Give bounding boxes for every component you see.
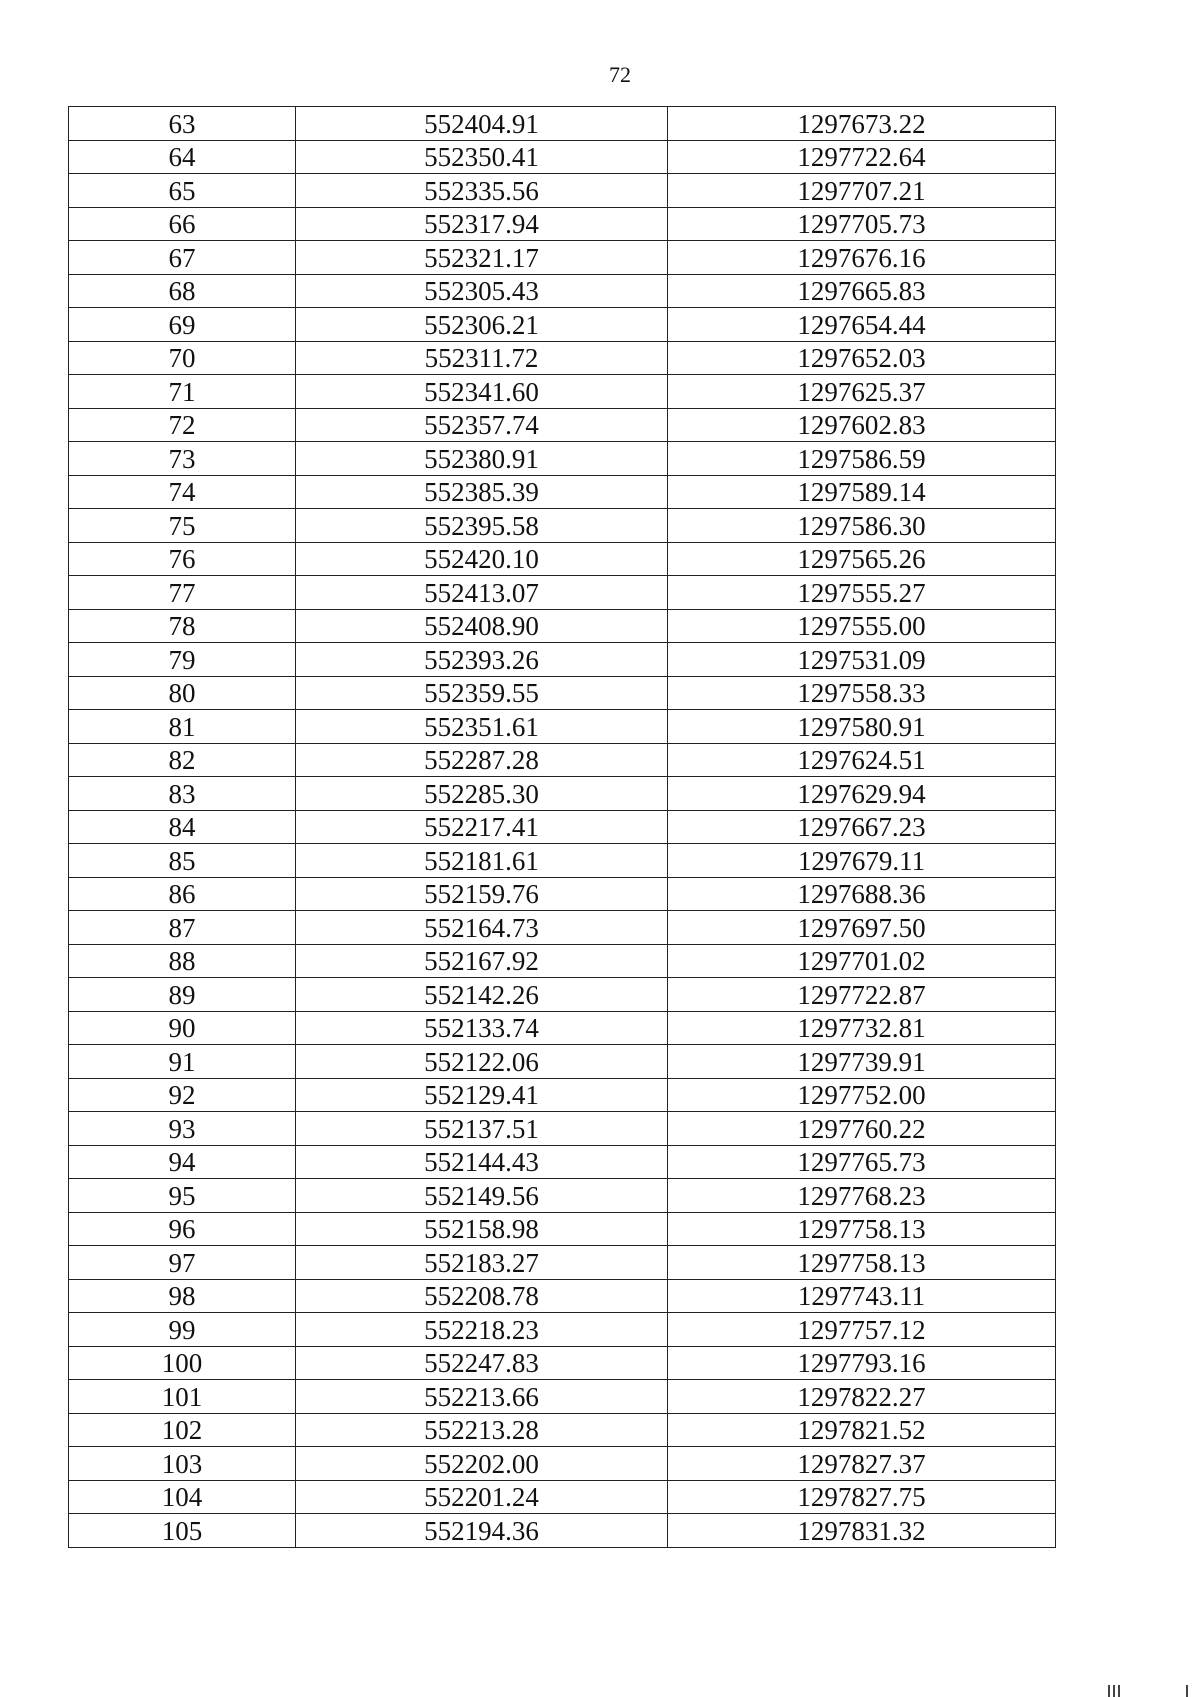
y-coordinate-cell: 1297625.37 bbox=[668, 375, 1056, 409]
y-coordinate-cell: 1297602.83 bbox=[668, 408, 1056, 442]
scan-mark bbox=[1108, 1685, 1110, 1697]
x-coordinate-cell: 552142.26 bbox=[296, 978, 668, 1012]
point-number-cell: 101 bbox=[69, 1380, 296, 1414]
point-number-cell: 84 bbox=[69, 810, 296, 844]
table-row bbox=[69, 174, 1056, 208]
x-coordinate-cell: 552395.58 bbox=[296, 509, 668, 543]
y-coordinate-cell: 1297589.14 bbox=[668, 475, 1056, 509]
point-number-cell: 75 bbox=[69, 509, 296, 543]
x-coordinate-cell: 552306.21 bbox=[296, 308, 668, 342]
table-row bbox=[69, 408, 1056, 442]
x-coordinate-cell: 552413.07 bbox=[296, 576, 668, 610]
point-number-cell: 68 bbox=[69, 274, 296, 308]
x-coordinate-cell: 552359.55 bbox=[296, 676, 668, 710]
table-row bbox=[69, 743, 1056, 777]
y-coordinate-cell: 1297705.73 bbox=[668, 207, 1056, 241]
table-row bbox=[69, 844, 1056, 878]
table-row bbox=[69, 576, 1056, 610]
point-number-cell: 65 bbox=[69, 174, 296, 208]
point-number-cell: 91 bbox=[69, 1045, 296, 1079]
x-coordinate-cell: 552357.74 bbox=[296, 408, 668, 442]
table-row bbox=[69, 1346, 1056, 1380]
x-coordinate-cell: 552285.30 bbox=[296, 777, 668, 811]
x-coordinate-cell: 552208.78 bbox=[296, 1279, 668, 1313]
x-coordinate-cell: 552385.39 bbox=[296, 475, 668, 509]
x-coordinate-cell: 552183.27 bbox=[296, 1246, 668, 1280]
point-number-cell: 70 bbox=[69, 341, 296, 375]
table-row bbox=[69, 1145, 1056, 1179]
y-coordinate-cell: 1297624.51 bbox=[668, 743, 1056, 777]
point-number-cell: 78 bbox=[69, 609, 296, 643]
point-number-cell: 94 bbox=[69, 1145, 296, 1179]
x-coordinate-cell: 552380.91 bbox=[296, 442, 668, 476]
table-row bbox=[69, 140, 1056, 174]
x-coordinate-cell: 552321.17 bbox=[296, 241, 668, 275]
table-row bbox=[69, 1413, 1056, 1447]
x-coordinate-cell: 552144.43 bbox=[296, 1145, 668, 1179]
y-coordinate-cell: 1297765.73 bbox=[668, 1145, 1056, 1179]
y-coordinate-cell: 1297822.27 bbox=[668, 1380, 1056, 1414]
point-number-cell: 105 bbox=[69, 1514, 296, 1548]
table-row bbox=[69, 1313, 1056, 1347]
y-coordinate-cell: 1297565.26 bbox=[668, 542, 1056, 576]
y-coordinate-cell: 1297827.75 bbox=[668, 1480, 1056, 1514]
point-number-cell: 67 bbox=[69, 241, 296, 275]
point-number-cell: 64 bbox=[69, 140, 296, 174]
point-number-cell: 81 bbox=[69, 710, 296, 744]
point-number-cell: 89 bbox=[69, 978, 296, 1012]
point-number-cell: 69 bbox=[69, 308, 296, 342]
table-row bbox=[69, 676, 1056, 710]
point-number-cell: 99 bbox=[69, 1313, 296, 1347]
y-coordinate-cell: 1297758.13 bbox=[668, 1212, 1056, 1246]
x-coordinate-cell: 552194.36 bbox=[296, 1514, 668, 1548]
point-number-cell: 90 bbox=[69, 1011, 296, 1045]
table-row bbox=[69, 274, 1056, 308]
point-number-cell: 98 bbox=[69, 1279, 296, 1313]
point-number-cell: 87 bbox=[69, 911, 296, 945]
y-coordinate-cell: 1297586.59 bbox=[668, 442, 1056, 476]
table-row bbox=[69, 1514, 1056, 1548]
table-row bbox=[69, 911, 1056, 945]
scan-mark bbox=[1118, 1685, 1120, 1697]
x-coordinate-cell: 552122.06 bbox=[296, 1045, 668, 1079]
y-coordinate-cell: 1297758.13 bbox=[668, 1246, 1056, 1280]
scan-mark bbox=[1113, 1685, 1115, 1697]
y-coordinate-cell: 1297707.21 bbox=[668, 174, 1056, 208]
x-coordinate-cell: 552213.28 bbox=[296, 1413, 668, 1447]
point-number-cell: 102 bbox=[69, 1413, 296, 1447]
y-coordinate-cell: 1297827.37 bbox=[668, 1447, 1056, 1481]
point-number-cell: 77 bbox=[69, 576, 296, 610]
y-coordinate-cell: 1297821.52 bbox=[668, 1413, 1056, 1447]
y-coordinate-cell: 1297673.22 bbox=[668, 107, 1056, 141]
table-row bbox=[69, 1045, 1056, 1079]
x-coordinate-cell: 552317.94 bbox=[296, 207, 668, 241]
x-coordinate-cell: 552335.56 bbox=[296, 174, 668, 208]
table-row bbox=[69, 777, 1056, 811]
table-row bbox=[69, 1011, 1056, 1045]
y-coordinate-cell: 1297732.81 bbox=[668, 1011, 1056, 1045]
table-row bbox=[69, 810, 1056, 844]
table-row bbox=[69, 978, 1056, 1012]
x-coordinate-cell: 552305.43 bbox=[296, 274, 668, 308]
point-number-cell: 93 bbox=[69, 1112, 296, 1146]
y-coordinate-cell: 1297676.16 bbox=[668, 241, 1056, 275]
y-coordinate-cell: 1297555.27 bbox=[668, 576, 1056, 610]
table-row bbox=[69, 442, 1056, 476]
point-number-cell: 96 bbox=[69, 1212, 296, 1246]
x-coordinate-cell: 552287.28 bbox=[296, 743, 668, 777]
y-coordinate-cell: 1297739.91 bbox=[668, 1045, 1056, 1079]
table-row bbox=[69, 241, 1056, 275]
table-row bbox=[69, 1246, 1056, 1280]
point-number-cell: 103 bbox=[69, 1447, 296, 1481]
y-coordinate-cell: 1297558.33 bbox=[668, 676, 1056, 710]
point-number-cell: 104 bbox=[69, 1480, 296, 1514]
point-number-cell: 71 bbox=[69, 375, 296, 409]
y-coordinate-cell: 1297580.91 bbox=[668, 710, 1056, 744]
y-coordinate-cell: 1297654.44 bbox=[668, 308, 1056, 342]
point-number-cell: 74 bbox=[69, 475, 296, 509]
x-coordinate-cell: 552167.92 bbox=[296, 944, 668, 978]
y-coordinate-cell: 1297665.83 bbox=[668, 274, 1056, 308]
table-row bbox=[69, 710, 1056, 744]
y-coordinate-cell: 1297697.50 bbox=[668, 911, 1056, 945]
y-coordinate-cell: 1297586.30 bbox=[668, 509, 1056, 543]
table-row bbox=[69, 207, 1056, 241]
point-number-cell: 82 bbox=[69, 743, 296, 777]
point-number-cell: 79 bbox=[69, 643, 296, 677]
x-coordinate-cell: 552213.66 bbox=[296, 1380, 668, 1414]
x-coordinate-cell: 552149.56 bbox=[296, 1179, 668, 1213]
point-number-cell: 76 bbox=[69, 542, 296, 576]
point-number-cell: 85 bbox=[69, 844, 296, 878]
table-row bbox=[69, 341, 1056, 375]
y-coordinate-cell: 1297555.00 bbox=[668, 609, 1056, 643]
x-coordinate-cell: 552218.23 bbox=[296, 1313, 668, 1347]
x-coordinate-cell: 552420.10 bbox=[296, 542, 668, 576]
scan-mark bbox=[1186, 1685, 1188, 1697]
y-coordinate-cell: 1297757.12 bbox=[668, 1313, 1056, 1347]
y-coordinate-cell: 1297743.11 bbox=[668, 1279, 1056, 1313]
point-number-cell: 86 bbox=[69, 877, 296, 911]
table-row bbox=[69, 1112, 1056, 1146]
x-coordinate-cell: 552164.73 bbox=[296, 911, 668, 945]
table-row bbox=[69, 308, 1056, 342]
table-row bbox=[69, 107, 1056, 141]
table-row bbox=[69, 542, 1056, 576]
y-coordinate-cell: 1297652.03 bbox=[668, 341, 1056, 375]
y-coordinate-cell: 1297768.23 bbox=[668, 1179, 1056, 1213]
table-row bbox=[69, 1179, 1056, 1213]
y-coordinate-cell: 1297701.02 bbox=[668, 944, 1056, 978]
y-coordinate-cell: 1297760.22 bbox=[668, 1112, 1056, 1146]
table-row bbox=[69, 1380, 1056, 1414]
x-coordinate-cell: 552159.76 bbox=[296, 877, 668, 911]
x-coordinate-cell: 552311.72 bbox=[296, 341, 668, 375]
page-number: 72 bbox=[609, 62, 631, 87]
table-row bbox=[69, 609, 1056, 643]
x-coordinate-cell: 552351.61 bbox=[296, 710, 668, 744]
y-coordinate-cell: 1297752.00 bbox=[668, 1078, 1056, 1112]
point-number-cell: 95 bbox=[69, 1179, 296, 1213]
point-number-cell: 63 bbox=[69, 107, 296, 141]
x-coordinate-cell: 552393.26 bbox=[296, 643, 668, 677]
point-number-cell: 100 bbox=[69, 1346, 296, 1380]
x-coordinate-cell: 552158.98 bbox=[296, 1212, 668, 1246]
table-row bbox=[69, 1480, 1056, 1514]
y-coordinate-cell: 1297722.64 bbox=[668, 140, 1056, 174]
x-coordinate-cell: 552181.61 bbox=[296, 844, 668, 878]
x-coordinate-cell: 552217.41 bbox=[296, 810, 668, 844]
point-number-cell: 80 bbox=[69, 676, 296, 710]
x-coordinate-cell: 552133.74 bbox=[296, 1011, 668, 1045]
x-coordinate-cell: 552137.51 bbox=[296, 1112, 668, 1146]
coordinates-table bbox=[68, 106, 1056, 1548]
y-coordinate-cell: 1297667.23 bbox=[668, 810, 1056, 844]
y-coordinate-cell: 1297793.16 bbox=[668, 1346, 1056, 1380]
point-number-cell: 92 bbox=[69, 1078, 296, 1112]
table-row bbox=[69, 1279, 1056, 1313]
table-row bbox=[69, 643, 1056, 677]
x-coordinate-cell: 552247.83 bbox=[296, 1346, 668, 1380]
table-row bbox=[69, 375, 1056, 409]
y-coordinate-cell: 1297831.32 bbox=[668, 1514, 1056, 1548]
table-row bbox=[69, 877, 1056, 911]
y-coordinate-cell: 1297688.36 bbox=[668, 877, 1056, 911]
point-number-cell: 73 bbox=[69, 442, 296, 476]
y-coordinate-cell: 1297629.94 bbox=[668, 777, 1056, 811]
x-coordinate-cell: 552341.60 bbox=[296, 375, 668, 409]
x-coordinate-cell: 552404.91 bbox=[296, 107, 668, 141]
table-row bbox=[69, 1212, 1056, 1246]
x-coordinate-cell: 552129.41 bbox=[296, 1078, 668, 1112]
y-coordinate-cell: 1297679.11 bbox=[668, 844, 1056, 878]
point-number-cell: 97 bbox=[69, 1246, 296, 1280]
point-number-cell: 83 bbox=[69, 777, 296, 811]
table-row bbox=[69, 944, 1056, 978]
x-coordinate-cell: 552202.00 bbox=[296, 1447, 668, 1481]
point-number-cell: 88 bbox=[69, 944, 296, 978]
point-number-cell: 72 bbox=[69, 408, 296, 442]
point-number-cell: 66 bbox=[69, 207, 296, 241]
table-row bbox=[69, 509, 1056, 543]
x-coordinate-cell: 552408.90 bbox=[296, 609, 668, 643]
table-row bbox=[69, 475, 1056, 509]
x-coordinate-cell: 552201.24 bbox=[296, 1480, 668, 1514]
y-coordinate-cell: 1297722.87 bbox=[668, 978, 1056, 1012]
table-body bbox=[69, 107, 1056, 1548]
x-coordinate-cell: 552350.41 bbox=[296, 140, 668, 174]
table-row bbox=[69, 1078, 1056, 1112]
y-coordinate-cell: 1297531.09 bbox=[668, 643, 1056, 677]
table-row bbox=[69, 1447, 1056, 1481]
